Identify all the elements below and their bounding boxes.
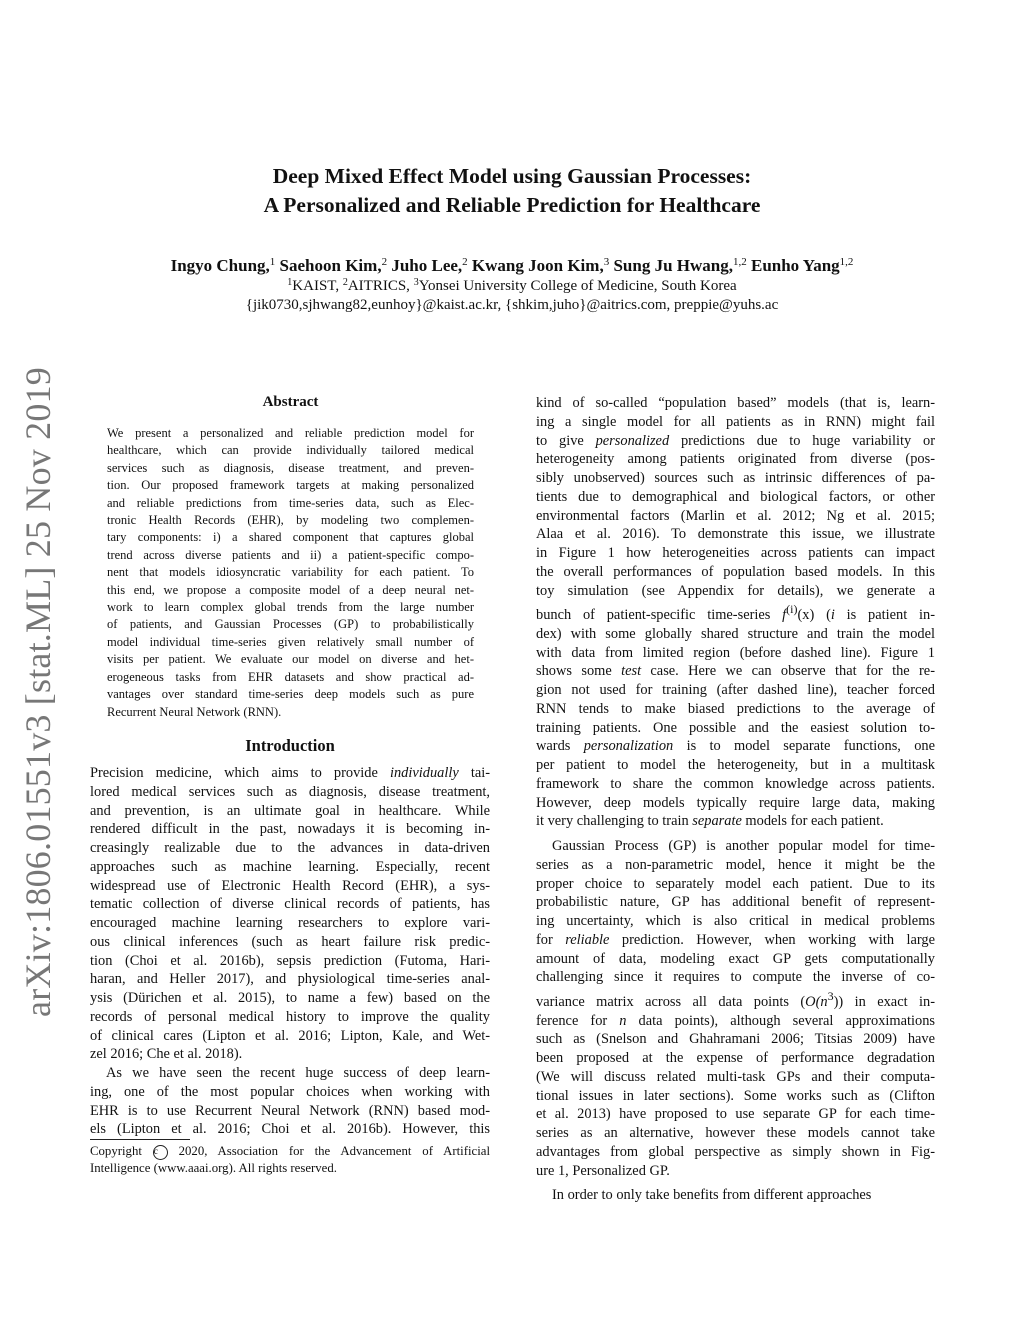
math-symbol: ) bbox=[833, 993, 839, 1010]
abstract-line: vantages over standard time-series deep models such as pure bbox=[107, 687, 474, 702]
math-symbol: (n bbox=[815, 993, 828, 1010]
text-run: Precision medicine, which aims to provide bbox=[90, 765, 390, 781]
abstract-line: We present a personalized and reliable prediction model for bbox=[107, 426, 474, 440]
body-line: ure 1, Personalized GP. bbox=[536, 1162, 670, 1179]
intro-line: encouraged machine learning researchers to explore vari- bbox=[90, 915, 490, 931]
author-affiliation: 1,2 bbox=[839, 256, 854, 268]
emphasis: personalization bbox=[583, 738, 674, 755]
body-line bbox=[536, 737, 935, 756]
abstract-line: Recurrent Neural Network (RNN). bbox=[107, 704, 282, 719]
math-superscript: 3 bbox=[827, 989, 834, 1004]
body-line bbox=[536, 662, 935, 681]
abstract-line: visits per patient. We evaluate our model on diverse and het- bbox=[107, 652, 474, 667]
abstract-line: trend across diverse patients and ii) a patient-specific compo- bbox=[107, 547, 474, 562]
abstract-line: services such as diagnosis, disease treatment, and preven- bbox=[107, 460, 474, 475]
body-line: framework to share the common knowledge across patients. bbox=[536, 775, 935, 792]
body-line: ing a single model for all patients as in RNN) might fail bbox=[536, 413, 935, 430]
body-line bbox=[536, 931, 935, 950]
math-symbol: O bbox=[805, 993, 816, 1010]
intro-line: tion (Choi et al. 2016b), sepsis prediction (Futoma, Hari- bbox=[90, 952, 490, 969]
text-run: shows some bbox=[536, 663, 622, 680]
text-run: Copyright bbox=[90, 1144, 153, 1158]
intro-line: ysis (Dürichen et al. 2015), to name a few) based on the bbox=[90, 990, 490, 1006]
body-line: proper choice to separately model each patient. Due to its bbox=[536, 875, 935, 892]
abstract-line: model individual time-series given relatively small number of bbox=[107, 634, 474, 649]
abstract-line: tion. Our proposed framework targets at making personalized bbox=[107, 478, 474, 493]
intro-line: ous clinical inferences (such as heart failure risk predic- bbox=[90, 933, 490, 950]
body-line: ing uncertainty, which is also critical in medical problems bbox=[536, 913, 935, 930]
affiliation-text: Yonsei University College of Medicine, South Korea bbox=[418, 278, 737, 294]
body-line: per patient to model the heterogeneity, but in a multitask bbox=[536, 757, 935, 774]
affiliation-text: KAIST, bbox=[292, 278, 343, 294]
math-symbol: (x) bbox=[797, 607, 815, 624]
intro-line: creasingly realizable due to the advances in data-driven bbox=[90, 840, 490, 856]
body-line: advantages from global perspective as simply shown in Fig- bbox=[536, 1143, 935, 1160]
text-run: variance matrix across all data points ( bbox=[536, 993, 806, 1010]
body-line: (We will discuss related multi-task GPs and their computa- bbox=[536, 1068, 935, 1085]
text-run: ( bbox=[814, 607, 831, 624]
paper-title bbox=[0, 162, 1024, 220]
introduction-body bbox=[90, 764, 490, 1139]
abstract-line: tronic Health Records (EHR), by modeling two complemen- bbox=[107, 513, 474, 528]
text-run: for bbox=[536, 931, 566, 948]
body-line: gion not used for training (after dashed line), teacher forced bbox=[536, 682, 935, 699]
author-affiliation: 3 bbox=[603, 256, 610, 268]
math-symbol: f bbox=[782, 607, 787, 624]
author-name: Eunho Yang bbox=[750, 256, 840, 275]
body-line: RNN tends to make biased predictions to the average of bbox=[536, 700, 935, 717]
body-line: the overall performances of population based models. In this bbox=[536, 563, 935, 580]
author-emails: {jik0730,sjhwang82,eunhoy}@kaist.ac.kr, {shkim,juho}@aitrics.com, preppie@yuhs.ac bbox=[245, 297, 779, 313]
text-run: predictions due to huge variability or bbox=[669, 432, 936, 449]
author-affiliation: 2 bbox=[462, 256, 468, 268]
text-run: to give bbox=[536, 432, 596, 449]
intro-line: and prevention, is an ultimate goal in healthcare. While bbox=[90, 802, 490, 819]
body-line: with data from limited region (before dashed line). Figure 1 bbox=[536, 644, 935, 661]
text-run: tai- bbox=[458, 765, 491, 781]
affiliations bbox=[0, 276, 1024, 296]
intro-line: tematic collection of diverse clinical records of patients, has bbox=[90, 896, 490, 913]
title-line-1: Deep Mixed Effect Model using Gaussian Processes: bbox=[272, 164, 752, 188]
emphasis: separate bbox=[692, 813, 742, 830]
author-name: Sung Ju Hwang, bbox=[613, 256, 733, 275]
body-line: probabilistic nature, GP has additional benefit of represent- bbox=[536, 894, 935, 911]
abstract-heading: Abstract bbox=[262, 394, 319, 410]
introduction-heading: Introduction bbox=[245, 736, 335, 755]
author-name: Juho Lee, bbox=[391, 256, 463, 275]
emphasis: personalized bbox=[595, 432, 670, 449]
intro-line: of clinical cares (Lipton et al. 2016; Lipton, Kale, and Wet- bbox=[90, 1027, 490, 1044]
body-line: challenging since it requires to compute the inverse of co- bbox=[536, 969, 935, 986]
abstract-line: tary components: i) a shared component that captures global bbox=[107, 530, 474, 545]
body-line: toy simulation (see Appendix for details), we generate a bbox=[536, 582, 935, 599]
intro-line: approaches such as machine learning. Especially, recent bbox=[90, 858, 490, 875]
body-line: series as a non-parametric model, hence it might be the bbox=[536, 856, 935, 873]
affiliation-number: 2 bbox=[342, 277, 348, 288]
text-run: prediction. However, when working with large bbox=[609, 931, 935, 948]
body-line: amount of data, modeling exact GP gets computationally bbox=[536, 950, 935, 967]
body-line: tional issues in later sections). Some works such as (Clifton bbox=[536, 1087, 935, 1104]
body-line: series as an alternative, however these models cannot take bbox=[536, 1125, 935, 1142]
author-affiliation: 1 bbox=[269, 256, 276, 268]
body-line: sibly unobserved) sources such as intrinsic differences of pa- bbox=[536, 470, 935, 486]
intro-line: EHR is to use Recurrent Neural Network (RNN) based mod- bbox=[90, 1102, 490, 1119]
text-run: ference for bbox=[536, 1012, 620, 1029]
body-line bbox=[536, 432, 935, 451]
footnote-line: Intelligence (www.aaai.org). All rights reserved. bbox=[90, 1161, 337, 1175]
copyright-footnote bbox=[90, 1143, 490, 1177]
right-column bbox=[536, 394, 935, 1205]
emphasis: test bbox=[621, 663, 642, 680]
affiliation-text: AITRICS, bbox=[347, 278, 414, 294]
text-run: is to model separate functions, one bbox=[673, 738, 935, 755]
emphasis: reliable bbox=[565, 931, 610, 948]
intro-line bbox=[90, 764, 490, 783]
intro-line: zel 2016; Che et al. 2018). bbox=[90, 1046, 243, 1063]
text-run: it very challenging to train bbox=[536, 813, 693, 830]
body-line bbox=[536, 600, 935, 625]
body-line: been proposed at the expense of performance degradation bbox=[536, 1050, 935, 1067]
body-line: However, deep models typically require large data, making bbox=[536, 794, 935, 811]
text-run: ) in exact in- bbox=[838, 993, 935, 1010]
body-line: et al. 2013) have proposed to use separate GP for each time- bbox=[536, 1106, 935, 1123]
arxiv-identifier: arXiv:1806.01551v3 [stat.ML] 25 Nov 2019 bbox=[18, 367, 58, 1017]
math-superscript: (i) bbox=[786, 602, 798, 617]
body-line: tients due to demographical and biological factors, or other bbox=[536, 488, 935, 505]
author-name: Ingyo Chung, bbox=[170, 256, 270, 275]
text-run: bunch of patient-specific time-series bbox=[536, 607, 783, 624]
text-run: is patient in- bbox=[834, 607, 935, 624]
body-line: environmental factors (Marlin et al. 2012; Ng et al. 2015; bbox=[536, 507, 935, 524]
abstract-line: work to learn complex global trends from the large number bbox=[107, 600, 474, 615]
body-line bbox=[536, 812, 935, 831]
body-line: Alaa et al. 2016). To demonstrate this issue, we illustrate bbox=[536, 526, 935, 543]
copyright-symbol: c bbox=[153, 1145, 168, 1160]
intro-line: records of personal medical history to improve the quality bbox=[90, 1008, 490, 1025]
text-run: models for each patient. bbox=[741, 813, 884, 830]
text-run: case. Here we can observe that for the re- bbox=[641, 663, 935, 680]
body-line: dex) with some globally shared structure and train the model bbox=[536, 625, 935, 642]
math-symbol: i bbox=[830, 607, 835, 624]
author-name: Kwang Joon Kim, bbox=[471, 256, 604, 275]
abstract-line: and reliable predictions from time-series data, such as Elec- bbox=[107, 495, 474, 510]
intro-line: lored medical services such as diagnosis, disease treatment, bbox=[90, 783, 490, 800]
intro-line: haran, and Heller 2017), and physiological time-series anal- bbox=[90, 971, 490, 988]
abstract-line: this end, we propose a composite model of a deep neural net- bbox=[107, 582, 474, 597]
math-symbol: n bbox=[619, 1012, 627, 1029]
intro-line: rendered difficult in the past, nowadays it is becoming in- bbox=[90, 821, 490, 838]
intro-line: As we have seen the recent huge success of deep learn- bbox=[106, 1065, 490, 1081]
abstract-line: erogeneous tasks from EHR datasets and show practical ad- bbox=[107, 669, 474, 684]
body-line bbox=[536, 1012, 935, 1031]
abstract-body bbox=[107, 425, 474, 721]
body-line: in Figure 1 how heterogeneities across patients can impact bbox=[536, 545, 935, 561]
abstract-line: of patients, and Gaussian Processes (GP) to probabilistically bbox=[107, 617, 474, 632]
intro-line: widespread use of Electronic Health Record (EHR), a sys- bbox=[90, 877, 490, 894]
abstract-line: nent that models idiosyncratic variability for each patient. To bbox=[107, 565, 474, 580]
body-line: heterogeneity among patients originated from diverse (pos- bbox=[536, 451, 935, 468]
abstract-line: healthcare, which can provide individually tailored medical bbox=[107, 443, 474, 458]
author-affiliation: 2 bbox=[381, 256, 388, 268]
text-run: 2020, Association for the Advancement of Artificial bbox=[167, 1144, 491, 1158]
footnote-line bbox=[90, 1143, 490, 1160]
intro-line: els (Lipton et al. 2016; Choi et al. 2016b). However, this bbox=[90, 1121, 490, 1138]
author-affiliation: 1,2 bbox=[732, 256, 747, 268]
body-line: training patients. One possible and the easiest solution to- bbox=[536, 719, 935, 736]
title-line-2: A Personalized and Reliable Prediction for Healthcare bbox=[263, 193, 761, 217]
intro-line: ing, one of the most popular choices when working with bbox=[90, 1083, 490, 1100]
author-name: Saehoon Kim, bbox=[279, 256, 382, 275]
affiliation-number: 1 bbox=[287, 277, 293, 288]
body-line: kind of so-called “population based” models (that is, learn- bbox=[536, 395, 935, 411]
body-line: Gaussian Process (GP) is another popular model for time- bbox=[552, 838, 935, 855]
body-line: In order to only take benefits from different approaches bbox=[552, 1187, 872, 1204]
footnote-rule bbox=[90, 1139, 190, 1140]
body-line: such as (Snelson and Ghahramani 2006; Titsias 2009) have bbox=[536, 1031, 935, 1048]
text-run: data points), although several approximations bbox=[626, 1012, 935, 1029]
affiliation-number: 3 bbox=[413, 277, 419, 288]
author-list bbox=[0, 254, 1024, 278]
body-line bbox=[536, 987, 935, 1012]
text-run: wards bbox=[536, 738, 584, 755]
emphasis: individually bbox=[389, 765, 459, 781]
